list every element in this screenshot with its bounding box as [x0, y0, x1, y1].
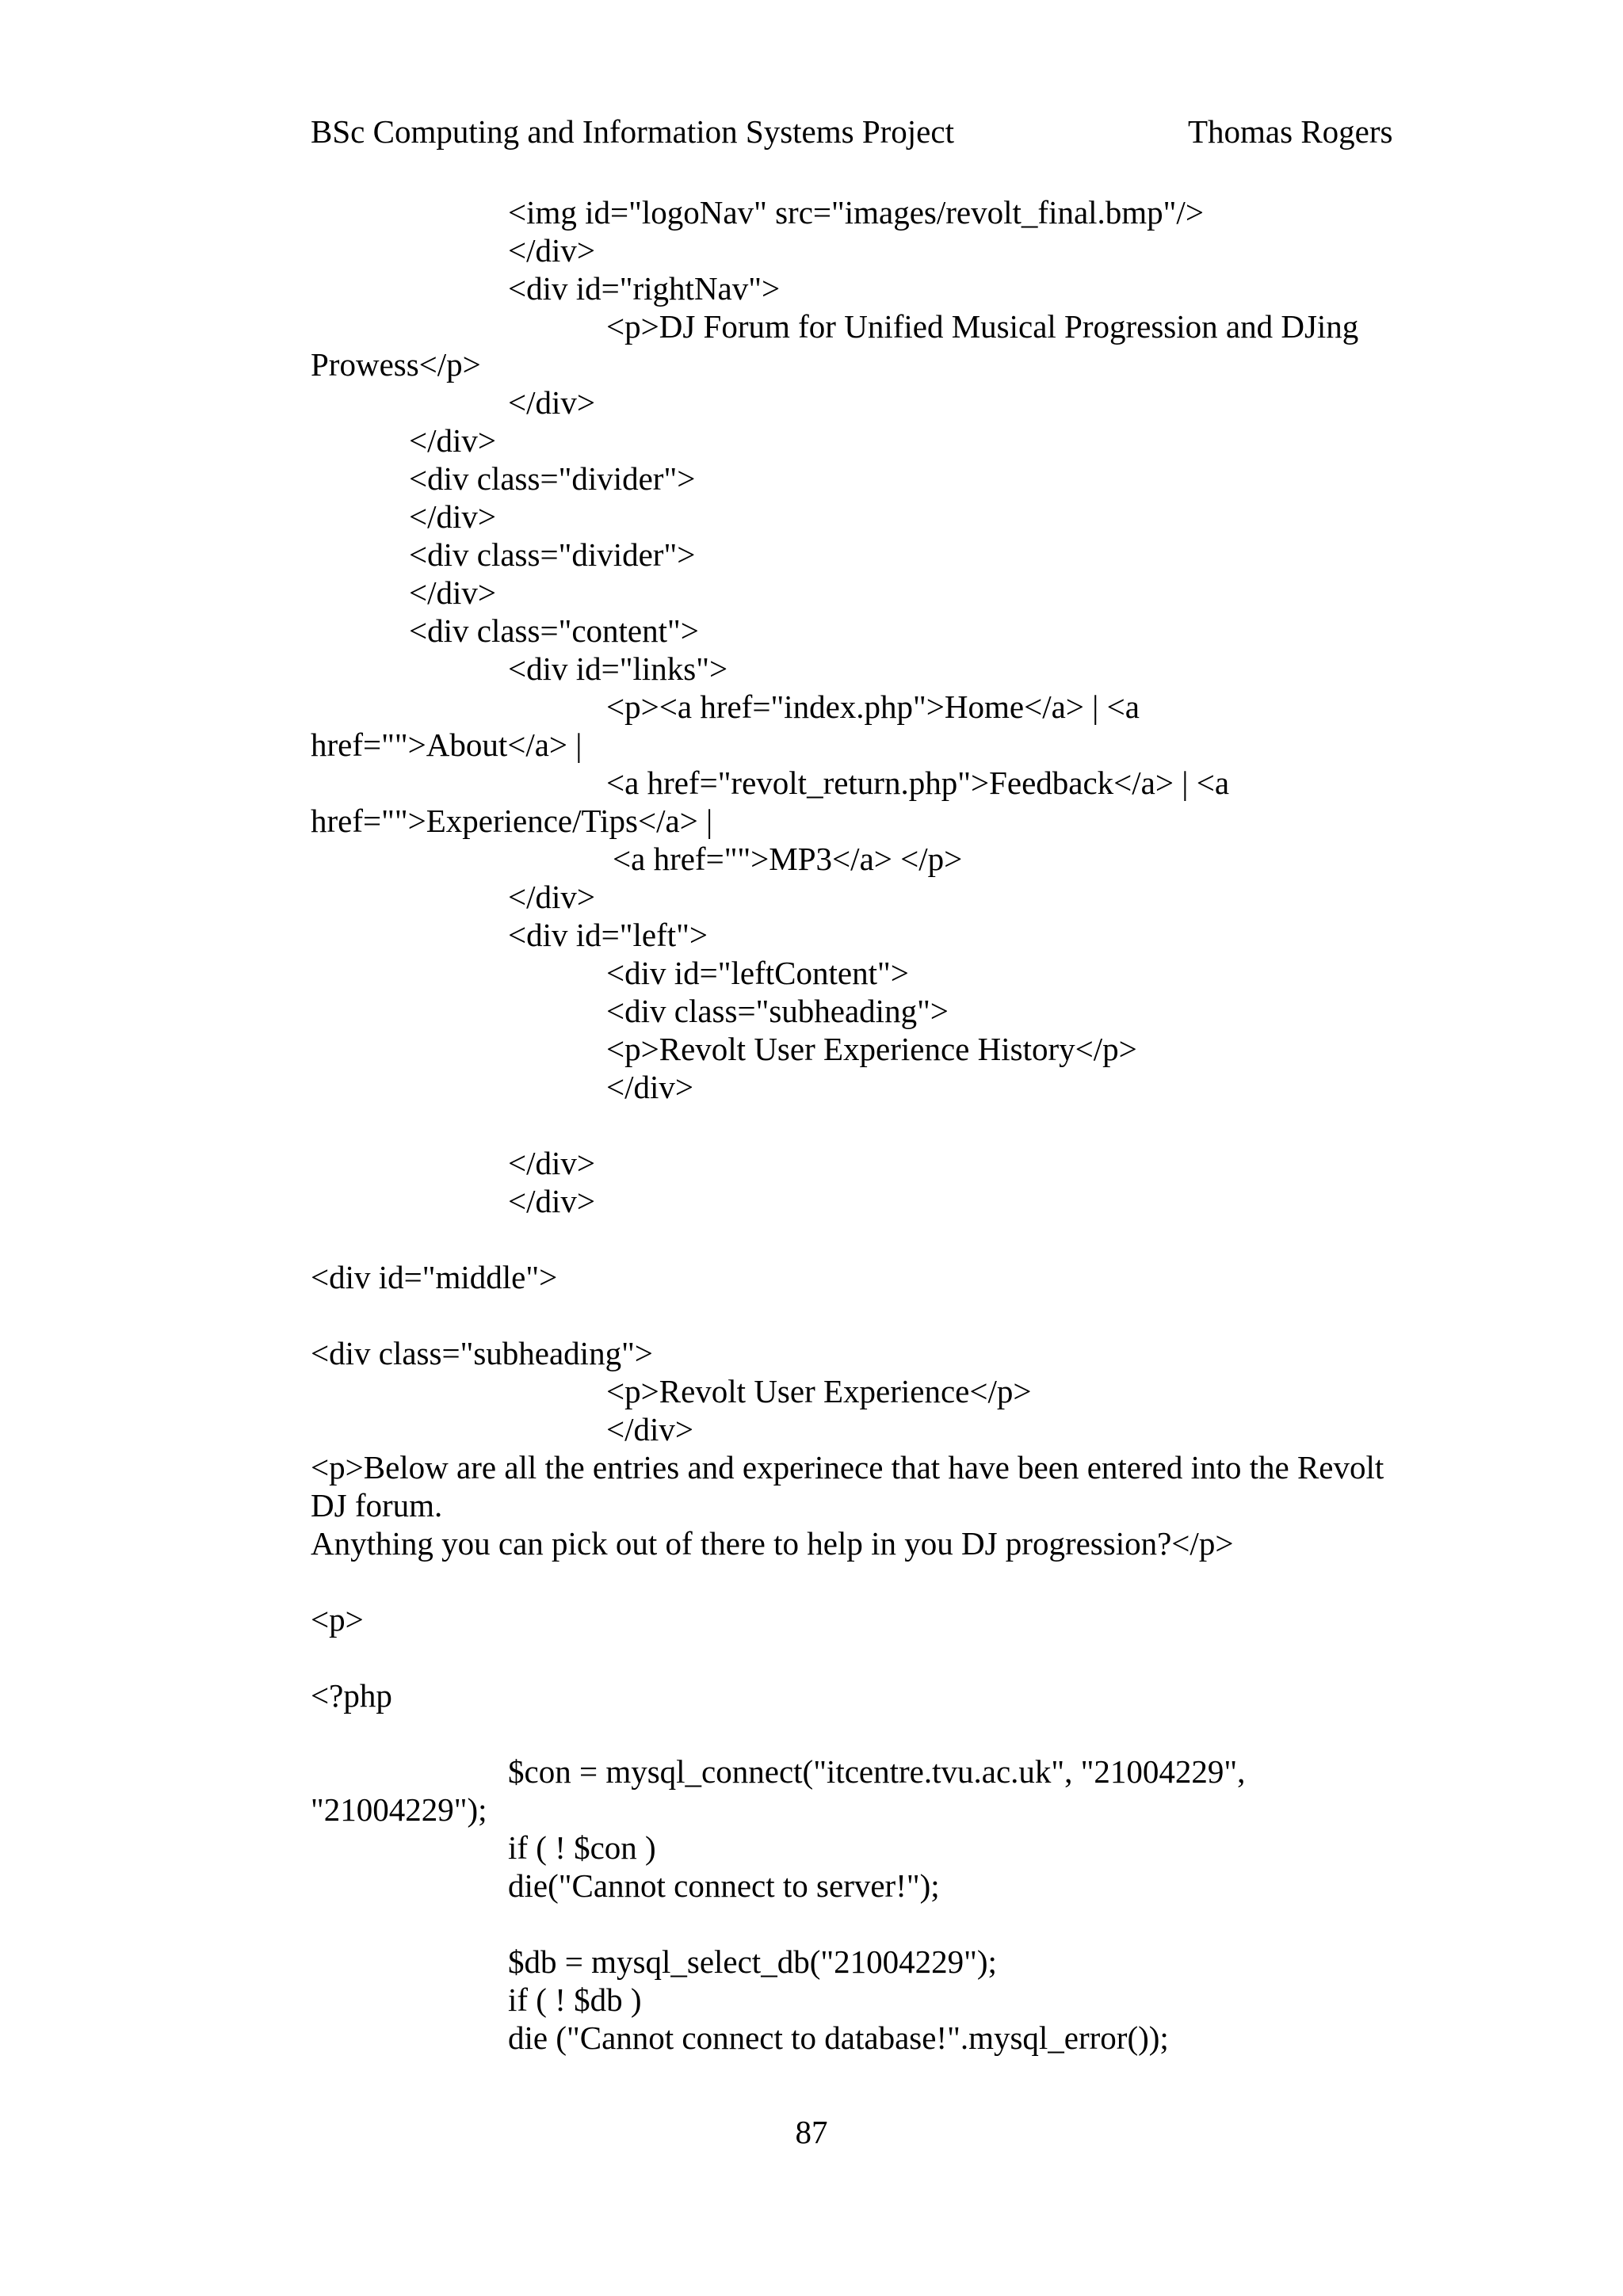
code-line: <p>Revolt User Experience History</p> — [606, 1031, 1137, 1067]
code-line: <p><a href="index.php">Home</a> | <a — [606, 688, 1140, 725]
blank-line — [311, 1638, 1404, 1676]
header-author: Thomas Rogers — [1188, 113, 1393, 150]
code-line: </div> — [508, 384, 596, 421]
code-line: </div> — [606, 1411, 694, 1447]
code-line: </div> — [409, 574, 497, 611]
code-line: <p>Below are all the entries and experinece that have been entered into the Revolt — [311, 1449, 1384, 1486]
code-line: die("Cannot connect to server!"); — [508, 1867, 940, 1904]
code-line: <a href="revolt_return.php">Feedback</a> | <a — [606, 765, 1230, 801]
code-listing — [311, 193, 1404, 2057]
code-line: </div> — [606, 1069, 694, 1105]
code-line: <a href="">MP3</a> </p> — [613, 841, 963, 877]
code-line: Prowess</p> — [311, 346, 481, 383]
blank-line — [311, 1106, 1404, 1144]
code-line: $con = mysql_connect("itcentre.tvu.ac.uk", "21004229", — [508, 1753, 1246, 1790]
blank-line — [311, 1714, 1404, 1753]
code-line: <img id="logoNav" src="images/revolt_final.bmp"/> — [508, 194, 1204, 231]
code-line: DJ forum. — [311, 1487, 443, 1524]
code-line: <?php — [311, 1677, 392, 1714]
code-line: <div class="subheading"> — [311, 1335, 653, 1371]
code-line: <div id="leftContent"> — [606, 955, 909, 991]
code-line: <p>DJ Forum for Unified Musical Progression and DJing — [606, 308, 1359, 345]
code-line: <div id="left"> — [508, 917, 708, 953]
code-line: </div> — [409, 498, 497, 535]
code-line: </div> — [508, 1183, 596, 1219]
blank-line — [311, 1562, 1404, 1600]
code-line: </div> — [409, 422, 497, 459]
code-line: </div> — [508, 232, 596, 269]
code-line: <div class="divider"> — [409, 460, 696, 497]
code-line: href="">Experience/Tips</a> | — [311, 803, 713, 839]
code-line: $db = mysql_select_db("21004229"); — [508, 1943, 997, 1980]
blank-line — [311, 1296, 1404, 1334]
header-title: BSc Computing and Information Systems Project — [311, 113, 954, 150]
code-line: if ( ! $con ) — [508, 1829, 656, 1866]
blank-line — [311, 1220, 1404, 1258]
code-line: Anything you can pick out of there to help in you DJ progression?</p> — [311, 1525, 1234, 1562]
code-line: if ( ! $db ) — [508, 1981, 642, 2018]
code-line: <div id="rightNav"> — [508, 270, 781, 307]
code-line: <div id="links"> — [508, 650, 728, 687]
code-line: <div class="divider"> — [409, 536, 696, 573]
page-number: 87 — [795, 2114, 828, 2150]
code-line: href="">About</a> | — [311, 727, 582, 763]
code-line: <p>Revolt User Experience</p> — [606, 1373, 1032, 1409]
code-line: die ("Cannot connect to database!".mysql_error()); — [508, 2019, 1169, 2056]
blank-line — [311, 1905, 1404, 1943]
code-line: </div> — [508, 879, 596, 915]
code-line: <div class="subheading"> — [606, 993, 949, 1029]
code-line: </div> — [508, 1145, 596, 1181]
code-line: <div id="middle"> — [311, 1259, 558, 1295]
code-line: <p> — [311, 1601, 364, 1638]
code-line: "21004229"); — [311, 1791, 487, 1828]
code-line: <div class="content"> — [409, 612, 699, 649]
